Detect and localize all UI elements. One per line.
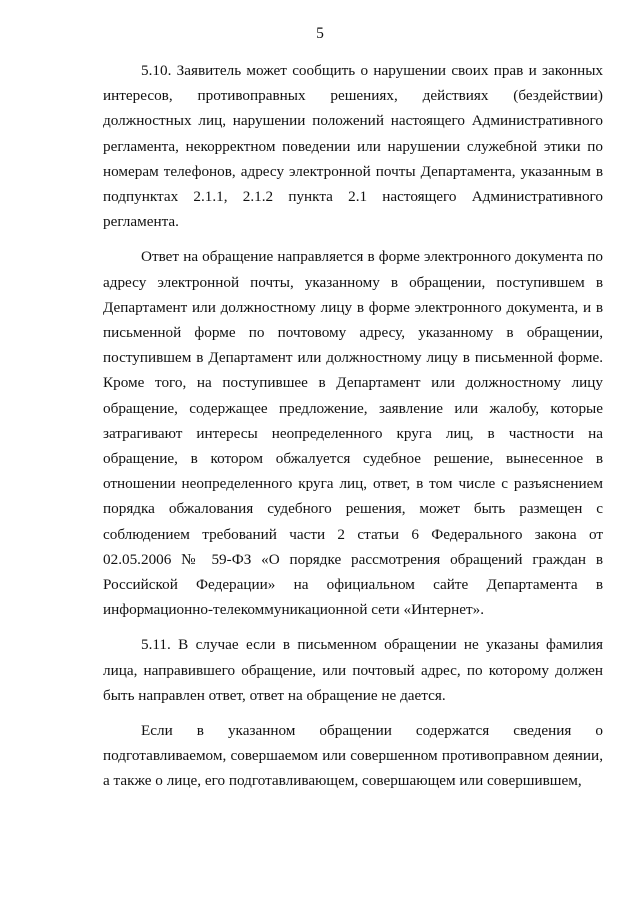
- page-number: 5: [316, 25, 324, 42]
- paragraph-5-11: 5.11. В случае если в письменном обращении не указаны фамилия лица, направившего обращение, или почтовый адрес, по которому должен быть направлен ответ, ответ на обращение не дается.: [103, 636, 603, 704]
- paragraph-response-delivery: Ответ на обращение направляется в форме электронного документа по адресу электронной почты, указанному в обращении, поступившем в Департамент или должностному лицу в форме электронного документа, и в письменной форме по почтовому адресу, указанному в обращении, поступившем в Департамент или должностному лицу в письменной форме. Кроме того, на поступившее в Департамент или должностному лицу обращение, содержащее предложение, заявление или жалобу, которые затрагивают интересы неопределенного круга лиц, в частности на обращение, в котором обжалуется судебное решение, вынесенное в отношении неопределенного круга лиц, ответ, в том числе с разъяснением порядка обжалования судебного решения, может быть размещен с соблюдением требований части 2 статьи 6 Федерального закона от 02.05.2006 № 59-ФЗ «О порядке рассмотрения обращений граждан в Российской Федерации» на официальном сайте Департамента в информационно-телекоммуникационной сети «Интернет».: [103, 248, 603, 619]
- paragraph-unlawful-act-info: Если в указанном обращении содержатся сведения о подготавливаемом, совершаемом или совершенном противоправном деянии, а также о лице, его подготавливающем, совершающем или совершившем,: [103, 722, 603, 790]
- document-body: [103, 58, 603, 794]
- paragraph-5-10: 5.10. Заявитель может сообщить о нарушении своих прав и законных интересов, противоправных решениях, действиях (бездействии) должностных лиц, нарушении положений настоящего Административного регламента, некорректном поведении или нарушении служебной этики по номерам телефонов, адресу электронной почты Департамента, указанным в подпунктах 2.1.1, 2.1.2 пункта 2.1 настоящего Административного регламента.: [103, 62, 603, 231]
